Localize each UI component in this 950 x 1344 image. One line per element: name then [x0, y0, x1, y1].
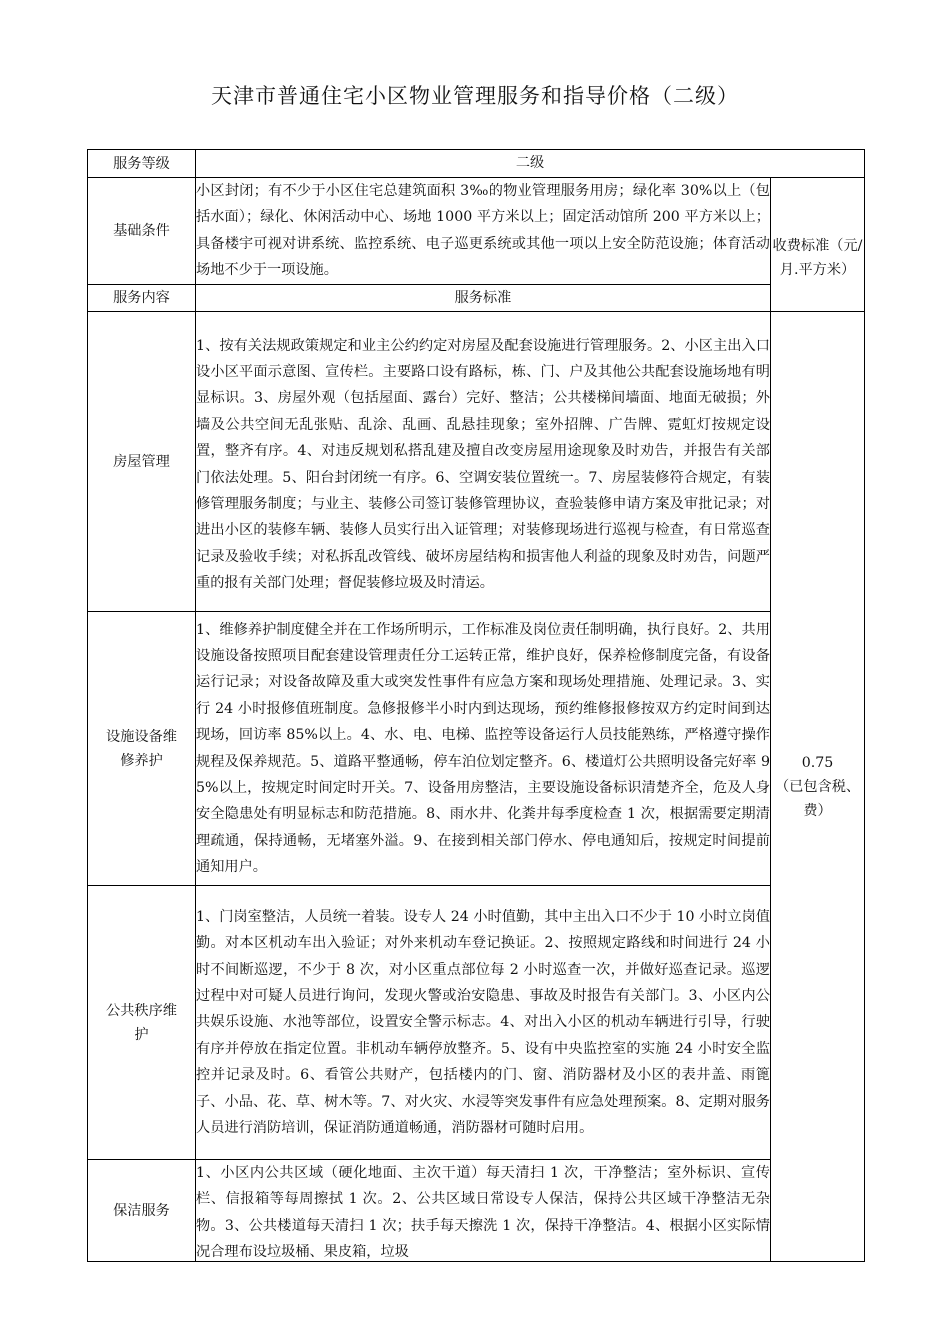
column-header-row: [88, 284, 865, 311]
basic-condition-row: [88, 178, 865, 285]
basic-condition-text: 小区封闭；有不少于小区住宅总建筑面积 3‰的物业管理服务用房；绿化率 30%以上（包括水面）；绿化、休闲活动中心、场地 1000 平方米以上；固定活动馆所 200 平方米以上；具备楼宇可视对讲系统、监控系统、电子巡更系统或其他一项以上安全防范设施；体育活动场地不少于一项设施。: [196, 178, 771, 285]
service-standard-header: 服务标准: [196, 284, 771, 311]
table-row: [88, 886, 865, 1160]
basic-condition-label: 基础条件: [88, 178, 196, 285]
row-label: 保洁服务: [88, 1160, 196, 1262]
service-grade-label: 服务等级: [88, 150, 196, 178]
row-label: 设施设备维修养护: [88, 612, 196, 886]
price-note: （已包含税、费）: [774, 778, 861, 819]
service-standard-table: [87, 149, 865, 1262]
row-text: 1、小区内公共区域（硬化地面、主次干道）每天清扫 1 次，干净整洁；室外标识、宣传栏、信报箱等每周擦拭 1 次。2、公共区域日常设专人保洁，保持公共区域干净整洁无杂物。3、公共楼道每天清扫 1 次；扶手每天擦洗 1 次，保持干净整洁。4、根据小区实际情况合理布设垃圾桶、果皮箱，垃圾: [196, 1165, 770, 1261]
price-value: 0.75: [801, 754, 834, 771]
page-title: 天津市普通住宅小区物业管理服务和指导价格（二级）: [211, 84, 739, 108]
table-row: [88, 612, 865, 886]
row-text: 1、按有关法规政策规定和业主公约约定对房屋及配套设施进行管理服务。2、小区主出入口设小区平面示意图、宣传栏。主要路口设有路标，栋、门、户及其他公共配套设施场地有明显标识。3、房屋外观（包括屋面、露台）完好、整洁；公共楼梯间墙面、地面无破损；外墙及公共空间无乱张贴、乱涂、乱画、乱悬挂现象；室外招牌、广告牌、霓虹灯按规定设置，整齐有序。4、对违反规划私搭乱建及擅自改变房屋用途现象及时劝告，并报告有关部门依法处理。5、阳台封闭统一有序。6、空调安装位置统一。7、房屋装修符合规定，有装修管理服务制度；与业主、装修公司签订装修管理协议，查验装修申请方案及审批记录；对进出小区的装修车辆、装修人员实行出入证管理；对装修现场进行巡视与检查，有日常巡查记录及验收手续；对私拆乱改管线、破坏房屋结构和损害他人利益的现象及时劝告，问题严重的报有关部门处理；督促装修垃圾及时清运。: [196, 312, 771, 612]
service-grade-value: 二级: [196, 150, 865, 178]
grade-row: [88, 150, 865, 178]
row-text-cell: [196, 1160, 771, 1262]
row-text: 1、维修养护制度健全并在工作场所明示，工作标准及岗位责任制明确，执行良好。2、共用设施设备按照项目配套建设管理责任分工运转正常，维护良好，保养检修制度完备，有设备运行记录；对设备故障及重大或突发性事件有应急方案和现场处理措施、处理记录。3、实行 24 小时报修值班制度。急修报修半小时内到达现场，预约维修报修按双方约定时间到达现场，回访率 85%以上。4、水、电、电梯、监控等设备运行人员技能熟练，严格遵守操作规程及保养规范。5、道路平整通畅，停车泊位划定整齐。6、楼道灯公共照明设备完好率 95%以上，按规定时间定时开关。7、设备用房整洁，主要设施设备标识清楚齐全，危及人身安全隐患处有明显标志和防范措施。8、雨水井、化粪井每季度检查 1 次，根据需要定期清理疏通，保持通畅，无堵塞外溢。9、在接到相关部门停水、停电通知后，按规定时间提前通知用户。: [196, 612, 771, 886]
fee-standard-header: [771, 178, 865, 312]
service-content-header: 服务内容: [88, 284, 196, 311]
fee-standard-label: 收费标准（元/月.平方米）: [772, 238, 863, 279]
table-row: [88, 312, 865, 612]
row-text: 1、门岗室整洁，人员统一着装。设专人 24 小时值勤，其中主出入口不少于 10 小时立岗值勤。对本区机动车出入验证；对外来机动车登记换证。2、按照规定路线和时间进行 24 小时不间断巡逻，不少于 8 次，对小区重点部位每 2 小时巡查一次，并做好巡查记录。巡逻过程中对可疑人员进行询问，发现火警或治安隐患、事故及时报告有关部门。3、小区内公共娱乐设施、水池等部位，设置安全警示标志。4、对出入小区的机动车辆进行引导，行驶有序并停放在指定位置。非机动车辆停放整齐。5、设有中央监控室的实施 24 小时安全监控并记录及时。6、看管公共财产，包括楼内的门、窗、消防器材及小区的表井盖、雨篦子、小品、花、草、树木等。7、对火灾、水浸等突发事件有应急处理预案。8、定期对服务人员进行消防培训，保证消防通道畅通，消防器材可随时启用。: [196, 886, 771, 1160]
row-label: 房屋管理: [88, 312, 196, 612]
price-cell: [771, 312, 865, 1262]
table-row: [88, 1160, 865, 1262]
row-label: 公共秩序维护: [88, 886, 196, 1160]
